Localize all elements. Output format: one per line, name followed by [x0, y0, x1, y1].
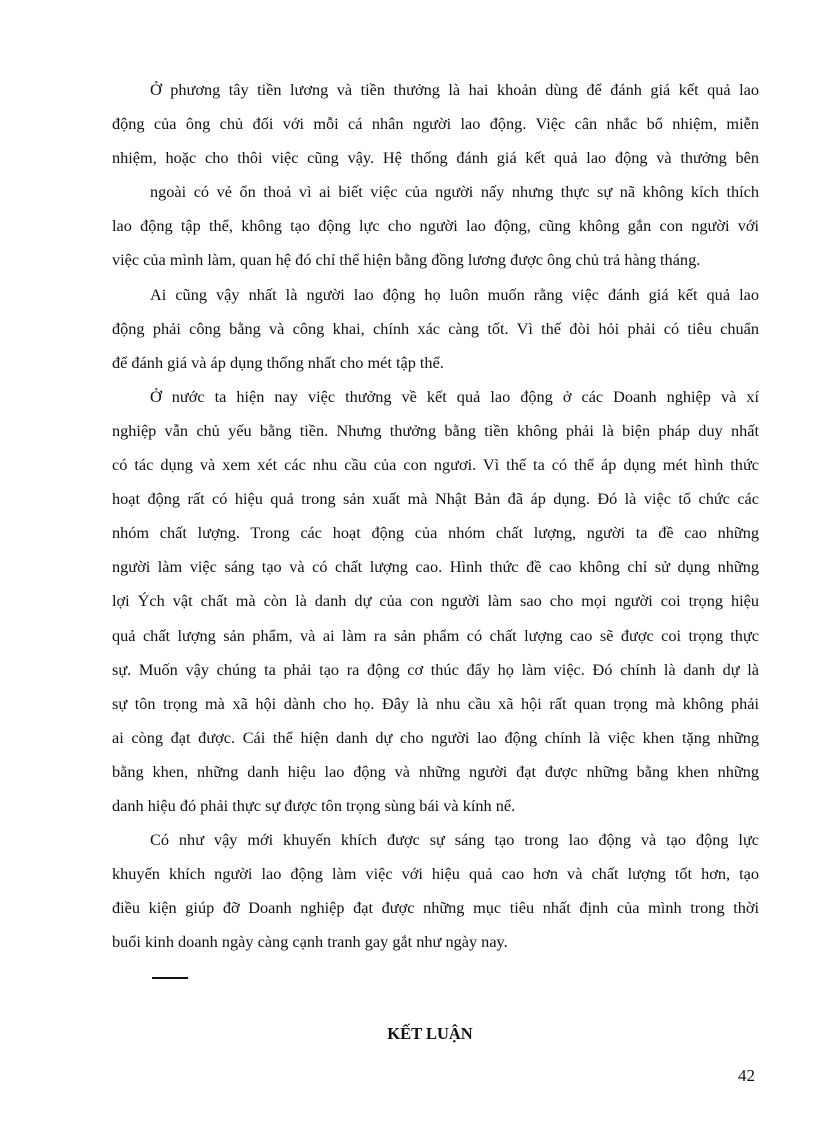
text-line: lao động tập thể, không tạo động lực cho người lao động, cũng không gắn con người với	[112, 216, 759, 236]
text-line: nhóm chất lượng. Trong các hoạt động của nhóm chất lượng, người ta đề cao những	[112, 523, 759, 543]
text-line: sự. Muốn vậy chúng ta phải tạo ra động cơ thúc đẩy họ làm việc. Đó chính là danh dự là	[112, 659, 759, 679]
text-line: danh hiệu đó phải thực sự được tôn trọng sùng bái và kính nể.	[112, 795, 516, 815]
text-line: nhiệm, hoặc cho thôi việc cũng vậy. Hệ thống đánh giá kết quả lao động và thưởng bên	[112, 148, 759, 168]
text-line: Có như vậy mới khuyến khích được sự sáng tạo trong lao động và tạo động lực	[150, 830, 759, 850]
text-line: có tác dụng và xem xét các nhu cầu của con ngươi. Vì thế ta có thể áp dụng mét hình thức	[112, 455, 759, 475]
text-line: động của ông chủ đối với mỗi cá nhân người lao động. Việc cân nhắc bổ nhiệm, miễn	[112, 114, 759, 134]
text-line: Ai cũng vậy nhất là người lao động họ luôn muốn rằng việc đánh giá kết quả lao	[150, 284, 759, 304]
text-line: việc của mình làm, quan hệ đó chỉ thể hiện bằng đồng lương được ông chủ trả hàng tháng.	[112, 250, 701, 270]
text-line: bằng khen, những danh hiệu lao động và những người đạt được những bằng khen những	[112, 761, 759, 781]
text-line: điều kiện giúp đỡ Doanh nghiệp đạt được những mục tiêu nhất định của mình trong thời	[112, 898, 759, 918]
section-heading: KẾT LUẬN	[387, 1024, 473, 1043]
text-line: hoạt động rất có hiệu quả trong sản xuất mà Nhật Bản đã áp dụng. Đó là việc tổ chức các	[112, 489, 759, 509]
paragraph	[112, 73, 759, 175]
page-number: 42	[738, 1066, 755, 1085]
text-line: Ở phương tây tiền lương và tiền thưởng là hai khoản dùng để đánh giá kết quả lao	[150, 80, 759, 99]
text-line: sự tôn trọng mà xã hội dành cho họ. Đây là nhu cầu xã hội rất quan trọng mà không phải	[112, 693, 759, 713]
text-line: khuyến khích người lao động làm việc với hiệu quả cao hơn và chất lượng tốt hơn, tạo	[112, 864, 759, 884]
paragraph	[112, 278, 759, 380]
text-line: quả chất lượng sản phẩm, và ai làm ra sản phẩm có chất lượng cao sẽ được coi trọng thực	[112, 625, 759, 645]
text-line: để đánh giá và áp dụng thống nhất cho mét tập thể.	[112, 352, 444, 372]
paragraph	[112, 380, 759, 823]
text-line: buổi kinh doanh ngày càng cạnh tranh gay gắt như ngày nay.	[112, 932, 508, 952]
paragraph	[112, 823, 759, 959]
text-line: động phải công bằng và công khai, chính xác càng tốt. Vì thế đòi hỏi phải có tiêu chuẩn	[112, 318, 759, 338]
text-line: nghiệp vẫn chủ yếu bằng tiền. Nhưng thưởng bằng tiền không phải là biện pháp duy nhất	[112, 420, 759, 440]
text-line: Ở nước ta hiện nay việc thưởng về kết quả lao động ở các Doanh nghiệp và xí	[150, 386, 759, 406]
text-line: ai còng đạt được. Cái thể hiện danh dự cho người lao động chính là việc khen tặng những	[112, 727, 759, 747]
separator-line	[152, 977, 188, 979]
paragraph	[112, 175, 759, 277]
text-line: lợi Ých vật chất mà còn là danh dự của con người làm sao cho mọi người coi trọng hiệu	[112, 591, 759, 611]
text-line: ngoài có vẻ ổn thoả vì ai biết việc của người nấy nhưng thực sự nã không kích thích	[150, 182, 759, 202]
text-line: người làm việc sáng tạo và có chất lượng cao. Hình thức đề cao không chỉ sử dụng những	[112, 557, 759, 577]
body-text	[112, 73, 759, 959]
